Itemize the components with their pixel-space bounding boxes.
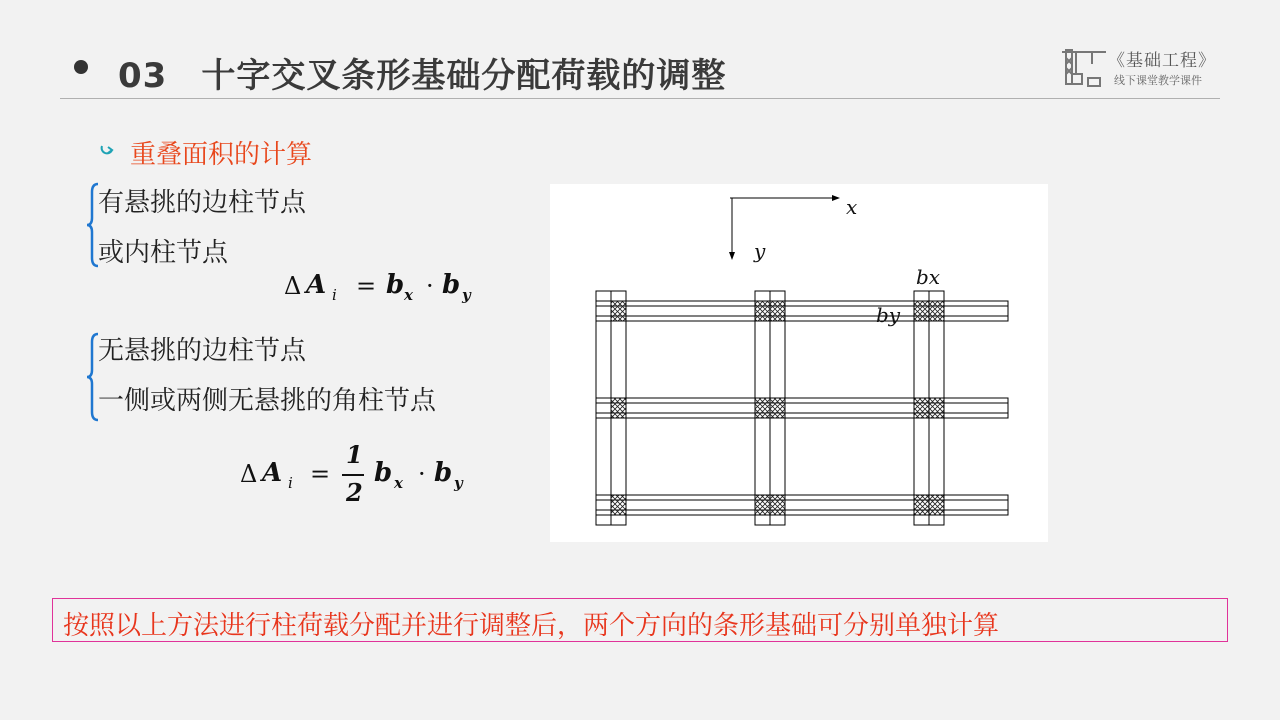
var-b: b	[442, 270, 461, 300]
var-A: A	[262, 458, 283, 488]
dot-operator: ·	[426, 272, 434, 300]
overlap-areas	[611, 301, 944, 515]
sub-x: x	[404, 286, 413, 304]
slide-header	[0, 0, 1280, 100]
sub-x: x	[394, 474, 403, 492]
overlap-area	[914, 301, 944, 321]
conclusion-text: 按照以上方法进行柱荷载分配并进行调整后，两个方向的条形基础可分别单独计算	[63, 611, 1000, 641]
fraction-bar	[342, 474, 364, 476]
label-by: by	[876, 303, 901, 327]
foundation-grid-diagram	[550, 184, 1048, 542]
var-A: A	[306, 270, 327, 300]
formula-full-overlap	[284, 270, 484, 310]
slide-number: 03	[118, 56, 168, 96]
case-line: 无悬挑的边柱节点	[98, 336, 307, 366]
overlap-area	[755, 301, 785, 321]
case-group-2	[86, 330, 546, 422]
overlap-area	[611, 495, 626, 515]
x-arrowhead	[832, 195, 840, 201]
overlap-area	[611, 398, 626, 418]
var-b: b	[434, 458, 453, 488]
overlap-area	[914, 398, 944, 418]
foundation-grid-svg	[550, 184, 1048, 542]
logo-subtitle: 线下课堂教学课件	[1114, 74, 1202, 87]
course-logo	[1062, 44, 1232, 90]
crane-icon	[1062, 44, 1110, 90]
section-title: 重叠面积的计算	[130, 140, 313, 170]
axis-label-y: y	[754, 239, 766, 263]
axis-arrows	[729, 195, 840, 260]
x-strip-footing	[596, 495, 1008, 515]
logo-title: 《基础工程》	[1108, 51, 1216, 71]
case-line: 一侧或两侧无悬挑的角柱节点	[98, 386, 437, 416]
axis-label-x: x	[846, 195, 858, 219]
case-group-1	[86, 182, 506, 272]
bullet-dot	[74, 60, 88, 74]
label-bx: bx	[916, 265, 941, 289]
overlap-area	[755, 398, 785, 418]
slide-title	[118, 48, 726, 97]
arrow-icon	[100, 143, 114, 157]
fraction-denominator: 2	[346, 478, 363, 507]
x-strip-footings	[596, 301, 1008, 515]
sub-i: i	[288, 474, 293, 492]
case-line: 或内柱节点	[98, 238, 229, 268]
overlap-area	[755, 495, 785, 515]
fraction-numerator: 1	[346, 440, 363, 469]
var-b: b	[374, 458, 393, 488]
y-arrowhead	[729, 252, 735, 260]
sub-y: y	[454, 474, 463, 492]
formula-half-overlap	[240, 440, 480, 514]
dot-operator: ·	[418, 460, 426, 488]
sub-y: y	[462, 286, 471, 304]
var-b: b	[386, 270, 405, 300]
x-strip-footing	[596, 398, 1008, 418]
case-line: 有悬挑的边柱节点	[98, 188, 307, 218]
conclusion-box	[52, 598, 1228, 642]
overlap-area	[611, 301, 626, 321]
delta-symbol: Δ	[240, 460, 258, 488]
overlap-area	[914, 495, 944, 515]
equals-sign: =	[310, 460, 331, 488]
delta-symbol: Δ	[284, 272, 302, 300]
equals-sign: =	[356, 272, 377, 300]
sub-i: i	[332, 286, 337, 304]
header-divider	[60, 98, 1220, 99]
slide-title-text: 十字交叉条形基础分配荷载的调整	[201, 56, 727, 96]
x-strip-footing	[596, 301, 1008, 321]
